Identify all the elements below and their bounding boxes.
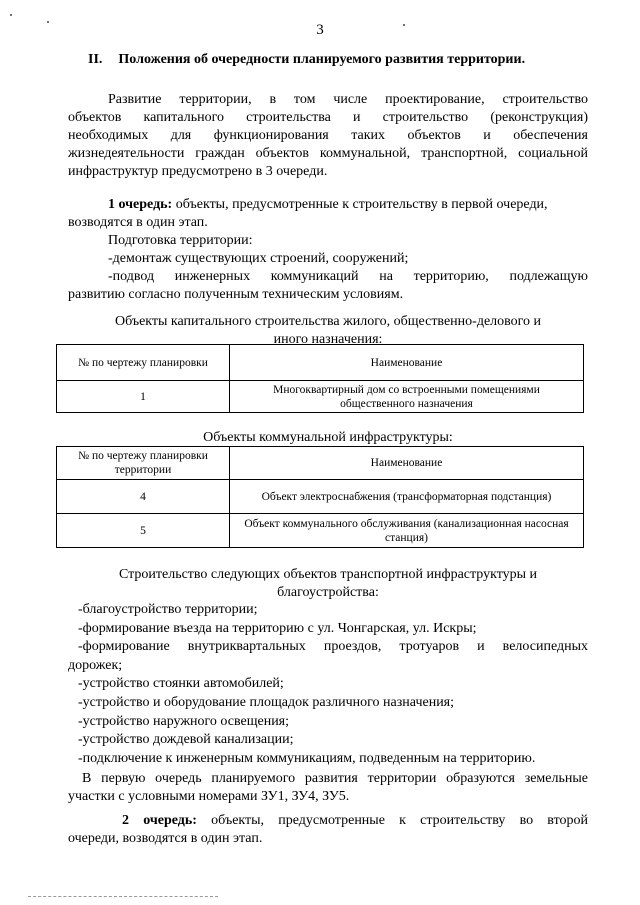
prep-item-cont: развитию согласно полученным техническим условиям.: [68, 287, 404, 302]
cell-number: 4: [57, 480, 230, 514]
cell-name: Объект электроснабжения (трансформаторная подстанция): [230, 480, 584, 514]
section-heading: [88, 52, 608, 68]
col-header-name: Наименование: [230, 345, 584, 381]
list-item: -благоустройство территории;: [78, 602, 258, 617]
stage2-label: 2 очередь:: [122, 813, 197, 828]
prep-item: -демонтаж существующих строений, сооружений;: [108, 251, 409, 266]
table1: [56, 344, 584, 413]
list-item: -формирование внутриквартальных проездов, тротуаров и велосипедных: [78, 639, 588, 655]
list-item: -устройство дождевой канализации;: [78, 732, 294, 748]
cell-number: 1: [57, 381, 230, 413]
table-header-row: [57, 345, 584, 381]
table2-caption: Объекты коммунальной инфраструктуры:: [203, 430, 453, 445]
intro-line: необходимых для функционирования таких объектов и обеспечения: [68, 128, 588, 143]
table-header-row: [57, 447, 584, 480]
section-title: Положения об очередности планируемого развития территории.: [118, 52, 526, 67]
cell-name: Многоквартирный дом со встроенными помещениями общественного назначения: [230, 381, 584, 413]
cell-number: 5: [57, 514, 230, 548]
transport-caption-line: Строительство следующих объектов транспортной инфраструктуры и: [118, 567, 538, 582]
transport-list: [68, 601, 588, 768]
transport-caption-line: благоустройства:: [277, 585, 379, 600]
prep-item: -подвод инженерных коммуникаций на территорию, подлежащую: [108, 269, 588, 284]
list-item: -формирование въезда на территорию с ул. Чонгарская, ул. Искры;: [78, 620, 477, 636]
stage1-summary: [68, 770, 588, 806]
intro-line: жизнедеятельности граждан объектов коммунальной, транспортной, социальной: [68, 146, 588, 161]
intro-line: объектов капитального строительства и строительство (реконструкция): [68, 110, 588, 125]
table1-caption-line: иного назначения:: [273, 332, 383, 347]
page-number: 3: [316, 22, 324, 38]
list-item: -устройство стоянки автомобилей;: [78, 676, 284, 692]
section-number: II.: [88, 52, 103, 67]
stage1-intro: [68, 196, 588, 214]
stage2-block: [68, 812, 588, 848]
list-item: -подключение к инженерным коммуникациям, подведенным на территорию.: [78, 750, 536, 766]
stage1-block: [68, 196, 588, 304]
stage2-text: объекты, предусмотренные к строительству во второй: [196, 813, 588, 828]
stage1-text: объекты, предусмотренные к строительству в первой очереди,: [172, 197, 548, 212]
intro-line: инфраструктур предусмотрено в 3 очереди.: [68, 164, 328, 179]
stage1-label: 1 очередь:: [108, 197, 173, 212]
summary-line: участки с условными номерами ЗУ1, ЗУ4, ЗУ5.: [68, 789, 350, 804]
summary-line: В первую очередь планируемого развития территории образуются земельные: [82, 771, 588, 786]
transport-caption: [68, 566, 588, 602]
stage2-intro: [68, 812, 588, 830]
stage1-line2: возводятся в один этап.: [68, 215, 208, 230]
list-item: -устройство наружного освещения;: [78, 713, 290, 729]
intro-paragraph: [68, 91, 588, 181]
col-header-number: № по чертежу планировки: [57, 345, 230, 381]
col-header-name: Наименование: [230, 447, 584, 480]
list-item: -устройство и оборудование площадок различного назначения;: [78, 694, 455, 710]
table2: [56, 446, 584, 548]
stage2-line2: очереди, возводятся в один этап.: [68, 831, 263, 846]
col-header-number: № по чертежу планировки территории: [57, 447, 230, 480]
list-item-cont: дорожек;: [68, 657, 123, 673]
scan-speck: [10, 14, 12, 16]
cell-name: Объект коммунального обслуживания (канализационная насосная станция): [230, 514, 584, 548]
intro-line: Развитие территории, в том числе проектирование, строительство: [108, 92, 588, 107]
table1-caption-line: Объекты капитального строительства жилого, общественно-делового и: [114, 314, 542, 329]
prep-title: Подготовка территории:: [108, 233, 253, 248]
table-row: [57, 514, 584, 548]
footer-divider: [28, 896, 218, 897]
table-row: [57, 381, 584, 413]
table-row: [57, 480, 584, 514]
